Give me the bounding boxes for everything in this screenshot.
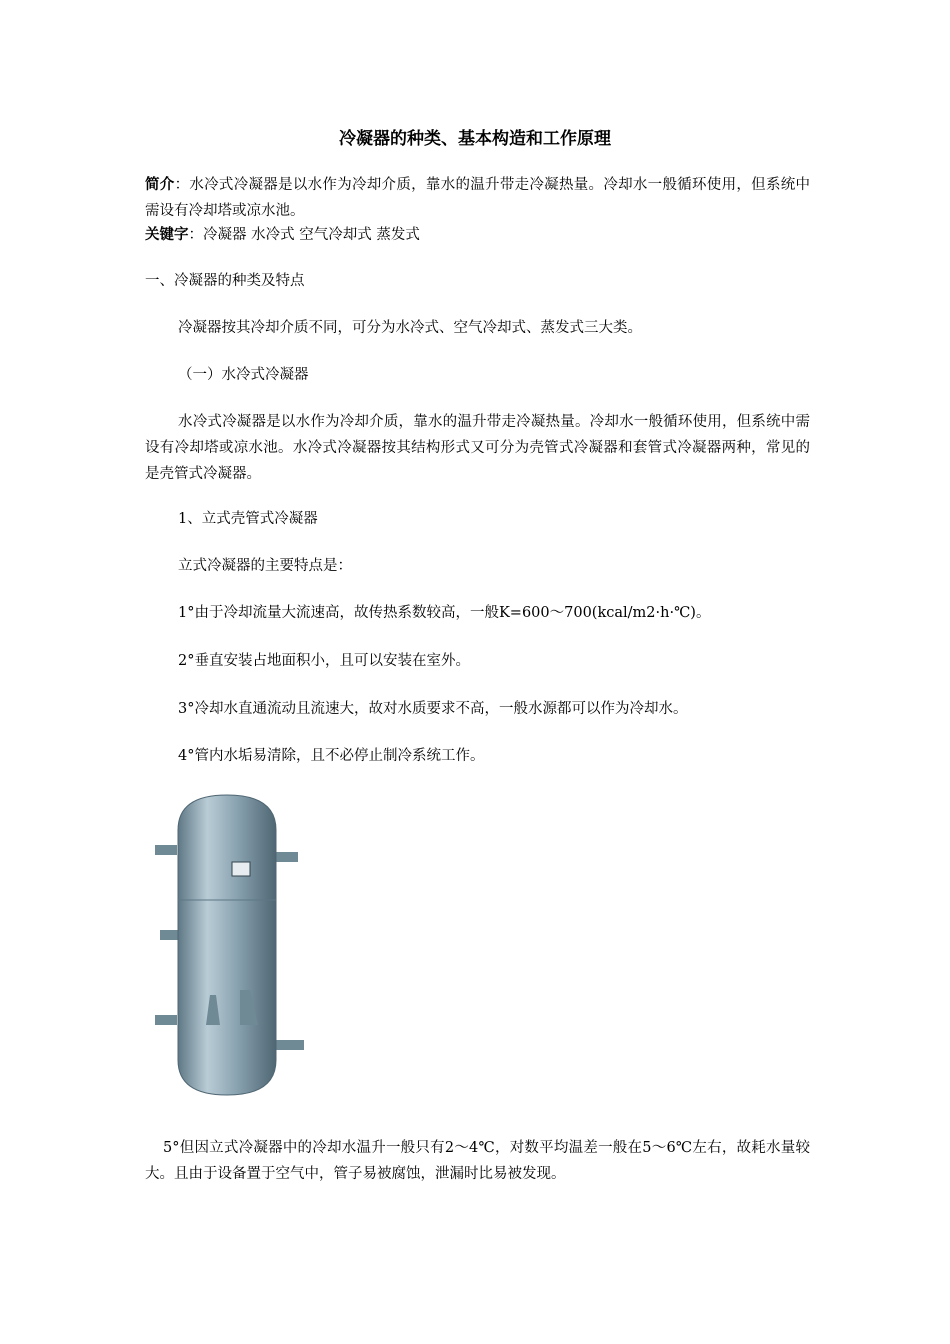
keywords-paragraph (145, 222, 810, 248)
feature-item: 5°但因立式冷凝器中的冷却水温升一般只有2～4℃，对数平均温差一般在5～6℃左右，故耗水量较大。且由于设备置于空气中，管子易被腐蚀，泄漏时比易被发现。 (145, 1140, 810, 1182)
document-title: 冷凝器的种类、基本构造和工作原理 (339, 129, 611, 149)
feature-item: 4°管内水垢易清除，且不必停止制冷系统工作。 (178, 748, 485, 764)
summary-label: 简介 (145, 177, 175, 193)
pipe-nozzle (155, 845, 177, 855)
tank-body (178, 795, 276, 1095)
feature-item: 2°垂直安装占地面积小，且可以安装在室外。 (178, 653, 470, 669)
summary-text: ：水冷式冷凝器是以水作为冷却介质，靠水的温升带走冷凝热量。冷却水一般循环使用，但系统中需设有冷却塔或凉水池。 (145, 177, 811, 219)
types-paragraph: 冷凝器按其冷却介质不同，可分为水冷式、空气冷却式、蒸发式三大类。 (178, 320, 642, 336)
pipe-nozzle (155, 1015, 177, 1025)
pipe-nozzle (160, 930, 178, 940)
pipe-nozzle (274, 1040, 304, 1050)
keywords-label: 关键字 (145, 227, 189, 243)
summary-paragraph (145, 172, 810, 224)
item-heading: 1、立式壳管式冷凝器 (178, 511, 318, 527)
water-cooled-paragraph: 水冷式冷凝器是以水作为冷却介质，靠水的温升带走冷凝热量。冷却水一般循环使用，但系统中需设有冷却塔或凉水池。水冷式冷凝器按其结构形式又可分为壳管式冷凝器和套管式冷凝器两种，常见的是壳管式冷凝器。 (145, 414, 810, 482)
section-heading: 一、冷凝器的种类及特点 (145, 273, 305, 289)
feature-item: 1°由于冷却流量大流速高，故传热系数较高，一般K=600～700(kcal/m2·h·℃)。 (178, 605, 711, 621)
feature-item: 3°冷却水直通流动且流速大，故对水质要求不高，一般水源都可以作为冷却水。 (178, 701, 688, 717)
features-intro: 立式冷凝器的主要特点是： (178, 558, 352, 574)
condenser-illustration (150, 790, 320, 1100)
nameplate (232, 862, 250, 876)
subsection-heading: （一）水冷式冷凝器 (178, 367, 309, 383)
keywords-text: ：冷凝器 水冷式 空气冷却式 蒸发式 (188, 227, 420, 243)
